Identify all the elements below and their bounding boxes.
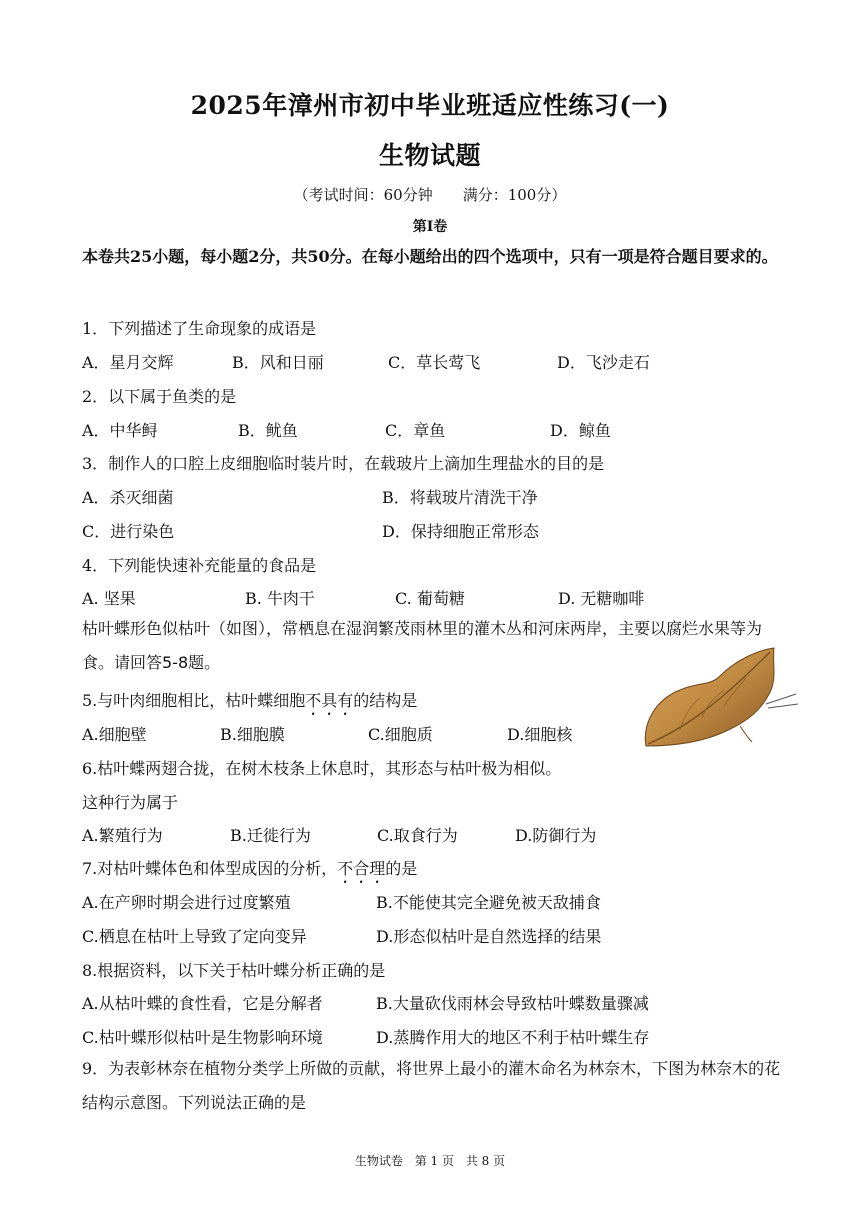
option: C.取食行为 (377, 826, 458, 845)
option: C．草长莺飞 (388, 353, 481, 372)
question-stem: 这种行为属于 (82, 793, 179, 812)
exam-meta (0, 184, 860, 205)
question-stem: 9．为表彰林奈在植物分类学上所做的贡献，将世界上最小的灌木命名为林奈木，下图为林奈木的花结构示意图。下列说法正确的是 (82, 1059, 781, 1112)
footer-page: 第 1 页 (414, 1154, 454, 1168)
question-stem: 1．下列描述了生命现象的成语是 (82, 319, 317, 338)
option: D．鲸鱼 (550, 421, 611, 440)
option: B．鱿鱼 (238, 421, 298, 440)
option: C．进行染色 (82, 522, 175, 541)
question-stem: 4．下列能快速补充能量的食品是 (82, 556, 317, 575)
option: D．飞沙走石 (557, 353, 650, 372)
option: B.大量砍伐雨林会导致枯叶蝶数量骤减 (376, 994, 649, 1013)
full-score: 满分：100分） (462, 186, 567, 204)
option: A．星月交辉 (82, 353, 174, 372)
question-stem: 2．以下属于鱼类的是 (82, 387, 237, 406)
option: C．章鱼 (385, 421, 446, 440)
exam-subtitle: 生物试题 (378, 141, 481, 170)
leaf-butterfly-image (640, 646, 800, 752)
option: B. 牛肉干 (245, 589, 315, 608)
section-label: 第Ⅰ卷 (412, 219, 448, 235)
option: C.栖息在枯叶上导致了定向变异 (82, 927, 307, 946)
exam-title: 2025年漳州市初中毕业班适应性练习(一) (190, 91, 670, 120)
option: A．中华鲟 (82, 421, 158, 440)
question-stem (82, 688, 417, 719)
option: B．风和日丽 (232, 353, 324, 372)
emphasis-text: 不合理 (337, 859, 386, 878)
option: D.形态似枯叶是自然选择的结果 (376, 927, 602, 946)
stem-text: 7.对枯叶蝶体色和体型成因的分析， (82, 859, 338, 878)
option: B.细胞膜 (220, 725, 285, 744)
option: D.蒸腾作用大的地区不利于枯叶蝶生存 (376, 1028, 650, 1047)
option: C.细胞质 (368, 725, 433, 744)
option: D．保持细胞正常形态 (382, 522, 539, 541)
exam-time: （考试时间：60分钟 (293, 186, 433, 204)
material-text: 枯叶蝶形色似枯叶（如图），常栖息在湿润繁茂雨林里的灌木丛和河床两岸，主要以腐烂水果等为食。请回答5-8题。 (82, 619, 763, 672)
option: D. 无糖咖啡 (558, 589, 645, 608)
option: A.从枯叶蝶的食性看，它是分解者 (82, 994, 323, 1013)
option: A．杀灭细菌 (82, 488, 174, 507)
option: B.迁徙行为 (230, 826, 311, 845)
option: A.在产卵时期会进行过度繁殖 (82, 893, 291, 912)
page-footer (0, 1152, 860, 1169)
emphasis-text: 不具有 (305, 691, 354, 710)
question-stem: 8.根据资料，以下关于枯叶蝶分析正确的是 (82, 961, 386, 980)
option: C.枯叶蝶形似枯叶是生物影响环境 (82, 1028, 323, 1047)
question-stem: 6.枯叶蝶两翅合拢，在树木枝条上休息时，其形态与枯叶极为相似。 (82, 759, 562, 778)
stem-text: 5.与叶肉细胞相比，枯叶蝶细胞 (82, 691, 306, 710)
option: C. 葡萄糖 (395, 589, 465, 608)
footer-subject: 生物试卷 (354, 1154, 403, 1168)
question-stem (82, 856, 417, 887)
option: A.繁殖行为 (82, 826, 163, 845)
option: A. 坚果 (82, 589, 136, 608)
option: A.细胞壁 (82, 725, 147, 744)
option: D.细胞核 (507, 725, 573, 744)
instructions: 本卷共25小题，每小题2分，共50分。在每小题给出的四个选项中，只有一项是符合题目要求的。 (82, 247, 778, 266)
stem-text: 的是 (385, 859, 418, 878)
footer-total: 共 8 页 (465, 1154, 506, 1168)
option: D.防御行为 (515, 826, 597, 845)
option: B．将载玻片清洗干净 (382, 488, 538, 507)
option: B.不能使其完全避免被天敌捕食 (376, 893, 601, 912)
question-stem: 3．制作人的口腔上皮细胞临时装片时，在载玻片上滴加生理盐水的目的是 (82, 454, 605, 473)
stem-text: 的结构是 (353, 691, 418, 710)
